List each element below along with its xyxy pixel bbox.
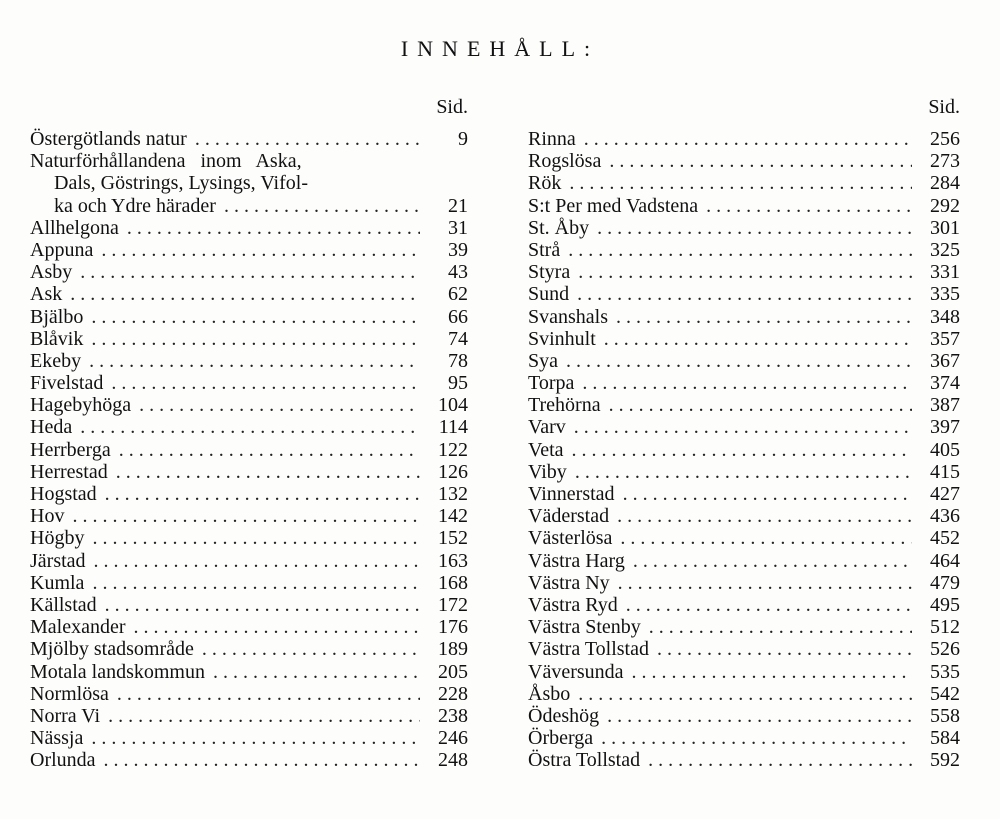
toc-entry-page: 189 [438,638,468,661]
toc-entry-name: Högby [30,527,85,550]
toc-entry-page: 172 [438,593,468,616]
toc-entry-name: Allhelgona [30,216,119,239]
toc-entry [30,527,468,549]
toc-entry-name: Veta [528,438,564,461]
leader-dots [575,461,912,483]
toc-entry-name: Orlunda [30,749,96,772]
toc-entry-page: 558 [930,704,960,727]
toc-entry-page: 495 [930,593,960,616]
leader-dots [609,394,912,416]
leader-dots [648,749,912,771]
toc-entry [528,283,960,305]
toc-entry-page: 535 [930,660,960,683]
toc-entry [528,150,960,172]
toc-entry [30,217,468,239]
leader-dots [609,150,912,172]
toc-entry [528,594,960,616]
toc-entry-page: 367 [930,349,960,372]
toc-entry-name: Västra Tollstad [528,638,649,661]
leader-dots [566,350,912,372]
toc-entry [528,372,960,394]
toc-entry-page: 126 [438,460,468,483]
leader-dots [72,505,420,527]
toc-entry-name-line1: Naturförhållandena inom Aska, [30,150,302,173]
toc-entry-name: Hogstad [30,483,97,505]
toc-entry-page: 163 [438,549,468,572]
toc-entry-name: Ask [30,283,63,306]
toc-entry-page: 66 [448,305,468,328]
leader-dots [582,372,912,394]
toc-entry [30,306,468,328]
toc-entry-name: Åsbo [528,682,571,705]
toc-entry-page: 273 [930,150,960,173]
toc-entry [30,261,468,283]
toc-entry-page: 248 [438,749,468,772]
toc-entry [528,572,960,594]
toc-entry-name: Trehörna [528,394,601,417]
leader-dots [577,283,912,305]
leader-dots [134,616,420,638]
leader-dots [104,749,420,771]
toc-entry [528,527,960,549]
leader-dots [657,638,912,660]
toc-entry-page: 387 [930,394,960,417]
toc-entry-name: Västerlösa [528,527,613,550]
leader-dots [607,705,912,727]
toc-entry-page: 584 [930,727,960,750]
leader-dots [92,572,420,594]
leader-dots [604,328,912,350]
toc-entry-multiline-line2 [30,172,468,194]
leader-dots [105,594,420,616]
leader-dots [80,261,420,283]
toc-entry-name: Varv [528,416,566,439]
toc-entry-name: S:t Per med Vadstena [528,194,699,217]
toc-entry-page: 357 [930,327,960,350]
toc-entry [528,195,960,217]
toc-entry-name: Normlösa [30,682,109,705]
toc-entry-page: 21 [448,194,468,217]
toc-entry [30,638,468,660]
toc-entry [30,550,468,572]
toc-entry-page: 452 [930,527,960,550]
toc-entry-name: Sya [528,349,558,372]
toc-entry-name: Västra Harg [528,549,625,572]
toc-entry-name: Motala landskommun [30,660,205,683]
toc-entry-name: Torpa [528,372,575,395]
leader-dots [105,483,420,505]
toc-entry-name: Järstad [30,549,86,572]
toc-column-left [30,92,468,771]
toc-entry-page: 95 [448,372,468,395]
toc-entry [30,749,468,771]
toc-entry [528,217,960,239]
toc-entry-name: Ekeby [30,349,82,372]
toc-list-right [528,128,960,771]
toc-entry [528,705,960,727]
toc-entry-name: Hagebyhöga [30,394,132,417]
toc-entry-name: Vinnerstad [528,483,615,505]
leader-dots [91,306,420,328]
toc-entry [528,350,960,372]
leader-dots [632,661,912,683]
leader-dots [572,439,912,461]
toc-entry-name: Herrestad [30,460,108,483]
leader-dots [623,483,912,505]
toc-entry-page: 464 [930,549,960,572]
toc-entry-page: 331 [930,261,960,284]
toc-entry [528,416,960,438]
toc-entry [30,128,468,150]
toc-entry-page: 132 [438,483,468,505]
toc-entry [30,505,468,527]
toc-entry [528,683,960,705]
toc-entry-page: 168 [438,571,468,594]
leader-dots [202,638,420,660]
toc-entry [30,661,468,683]
toc-entry-name: Asby [30,261,73,284]
toc-entry [30,439,468,461]
toc-entry-name: Sund [528,283,570,306]
toc-entry [528,261,960,283]
page-column-header-left: Sid. [436,96,468,118]
toc-entry [30,727,468,749]
toc-entry-name: Herrberga [30,438,111,461]
toc-entry-page: 104 [438,394,468,417]
leader-dots [92,527,420,549]
toc-entry-page: 31 [448,216,468,239]
toc-entry-name: Kumla [30,571,85,594]
leader-dots [578,683,912,705]
toc-entry-page: 512 [930,616,960,639]
toc-entry-page: 142 [438,505,468,528]
toc-entry-name: Källstad [30,593,97,616]
toc-entry-name: Rök [528,172,562,195]
toc-entry [528,550,960,572]
leader-dots [578,261,912,283]
toc-entry [528,172,960,194]
toc-entry-name: Östergötlands natur [30,128,187,150]
toc-entry-page: 74 [448,327,468,350]
toc-entry-name: Viby [528,460,567,483]
leader-dots [70,283,420,305]
toc-entry-name: Svanshals [528,305,608,328]
toc-entry-page: 301 [930,216,960,239]
leader-dots [633,550,912,572]
toc-entry-name: St. Åby [528,216,590,239]
toc-entry-name: Appuna [30,238,94,261]
toc-entry-name: Svinhult [528,327,596,350]
toc-entry-name: Strå [528,238,561,261]
toc-entry-page: 427 [930,483,960,505]
leader-dots [127,217,420,239]
toc-entry-page: 397 [930,416,960,439]
toc-entry-name: Malexander [30,616,126,639]
toc-entry-name: Bjälbo [30,305,84,328]
toc-entry-page: 436 [930,505,960,528]
toc-entry-page: 246 [438,727,468,750]
toc-entry-page: 335 [930,283,960,306]
leader-dots [597,217,912,239]
toc-entry [528,638,960,660]
toc-entry [528,505,960,527]
toc-entry-page: 542 [930,682,960,705]
toc-entry-multiline-line3 [30,195,468,217]
toc-entry-page: 325 [930,238,960,261]
leader-dots [224,195,420,217]
leader-dots [618,572,912,594]
leader-dots [91,328,420,350]
leader-dots [108,705,420,727]
leader-dots [584,128,912,150]
toc-entry-page: 479 [930,571,960,594]
toc-entry [528,461,960,483]
toc-entry [528,616,960,638]
toc-entry [528,128,960,150]
toc-entry-page: 114 [438,416,468,439]
toc-entry [30,328,468,350]
toc-entry-name-line2: Dals, Göstrings, Lysings, Vifol- [54,172,308,195]
toc-entry-name: Ödeshög [528,704,600,727]
toc-list-left [30,128,468,771]
toc-entry-page: 592 [930,749,960,772]
leader-dots [574,416,912,438]
toc-entry [30,705,468,727]
toc-entry [30,572,468,594]
toc-entry [30,461,468,483]
toc-entry-page: 228 [438,682,468,705]
toc-entry-name-line3: ka och Ydre härader [54,194,216,217]
toc-entry-name: Väversunda [528,660,624,683]
toc-entry-name: Hov [30,505,65,528]
toc-entry-page: 256 [930,128,960,150]
leader-dots [94,550,420,572]
leader-dots [213,661,420,683]
leader-dots [626,594,912,616]
toc-entry-name: Heda [30,416,73,439]
toc-entry-page: 292 [930,194,960,217]
leader-dots [568,239,912,261]
toc-entry-page: 9 [458,128,468,150]
leader-dots [569,172,912,194]
toc-entry-page: 405 [930,438,960,461]
leader-dots [119,439,420,461]
toc-entry [30,483,468,505]
toc-entry [528,239,960,261]
leader-dots [111,372,420,394]
leader-dots [195,128,420,150]
toc-entry-page: 526 [930,638,960,661]
toc-entry-page: 152 [438,527,468,550]
toc-entry-multiline-line1 [30,150,468,172]
toc-entry-page: 238 [438,704,468,727]
toc-entry [528,394,960,416]
toc-column-right [528,92,960,771]
leader-dots [616,306,912,328]
toc-entry [528,749,960,771]
toc-entry [30,594,468,616]
toc-entry-name: Mjölby stadsområde [30,638,194,661]
toc-entry [30,283,468,305]
toc-entry [528,328,960,350]
toc-entry-name: Blåvik [30,327,84,350]
toc-entry-name: Västra Ny [528,571,610,594]
toc-entry-name: Rinna [528,128,576,150]
toc-entry [30,616,468,638]
toc-entry-page: 176 [438,616,468,639]
toc-entry-page: 374 [930,372,960,395]
toc-entry [528,439,960,461]
leader-dots [117,683,420,705]
toc-entry-name: Norra Vi [30,704,101,727]
toc-entry [30,416,468,438]
leader-dots [91,727,420,749]
leader-dots [116,461,420,483]
toc-entry [528,727,960,749]
toc-entry-page: 205 [438,660,468,683]
toc-entry-page: 348 [930,305,960,328]
toc-entry-page: 39 [448,238,468,261]
toc-entry-page: 62 [448,283,468,306]
toc-entry-page: 284 [930,172,960,195]
page-column-header-right: Sid. [928,96,960,118]
toc-entry [528,661,960,683]
toc-entry [528,483,960,505]
toc-entry-page: 122 [438,438,468,461]
leader-dots [601,727,912,749]
toc-entry-name: Nässja [30,727,84,750]
toc-entry-name: Rogslösa [528,150,602,173]
toc-entry [30,350,468,372]
toc-entry [528,306,960,328]
toc-entry-name: Västra Ryd [528,593,618,616]
leader-dots [620,527,912,549]
toc-entry-name: Styra [528,261,571,284]
toc-entry [30,394,468,416]
leader-dots [89,350,420,372]
toc-entry-name: Örberga [528,727,594,750]
toc-entry-page: 43 [448,261,468,284]
toc-entry [30,683,468,705]
leader-dots [617,505,912,527]
leader-dots [101,239,420,261]
toc-entry-name: Väderstad [528,505,610,528]
toc-entry-name: Östra Tollstad [528,749,641,772]
toc-entry [30,372,468,394]
toc-entry-name: Västra Stenby [528,616,641,639]
leader-dots [80,416,420,438]
leader-dots [139,394,420,416]
toc-entry-name: Fivelstad [30,372,104,395]
leader-dots [649,616,912,638]
page-title: INNEHÅLL: [400,36,600,61]
toc-entry [30,239,468,261]
toc-entry-page: 415 [930,460,960,483]
leader-dots [706,195,912,217]
toc-entry-page: 78 [448,349,468,372]
